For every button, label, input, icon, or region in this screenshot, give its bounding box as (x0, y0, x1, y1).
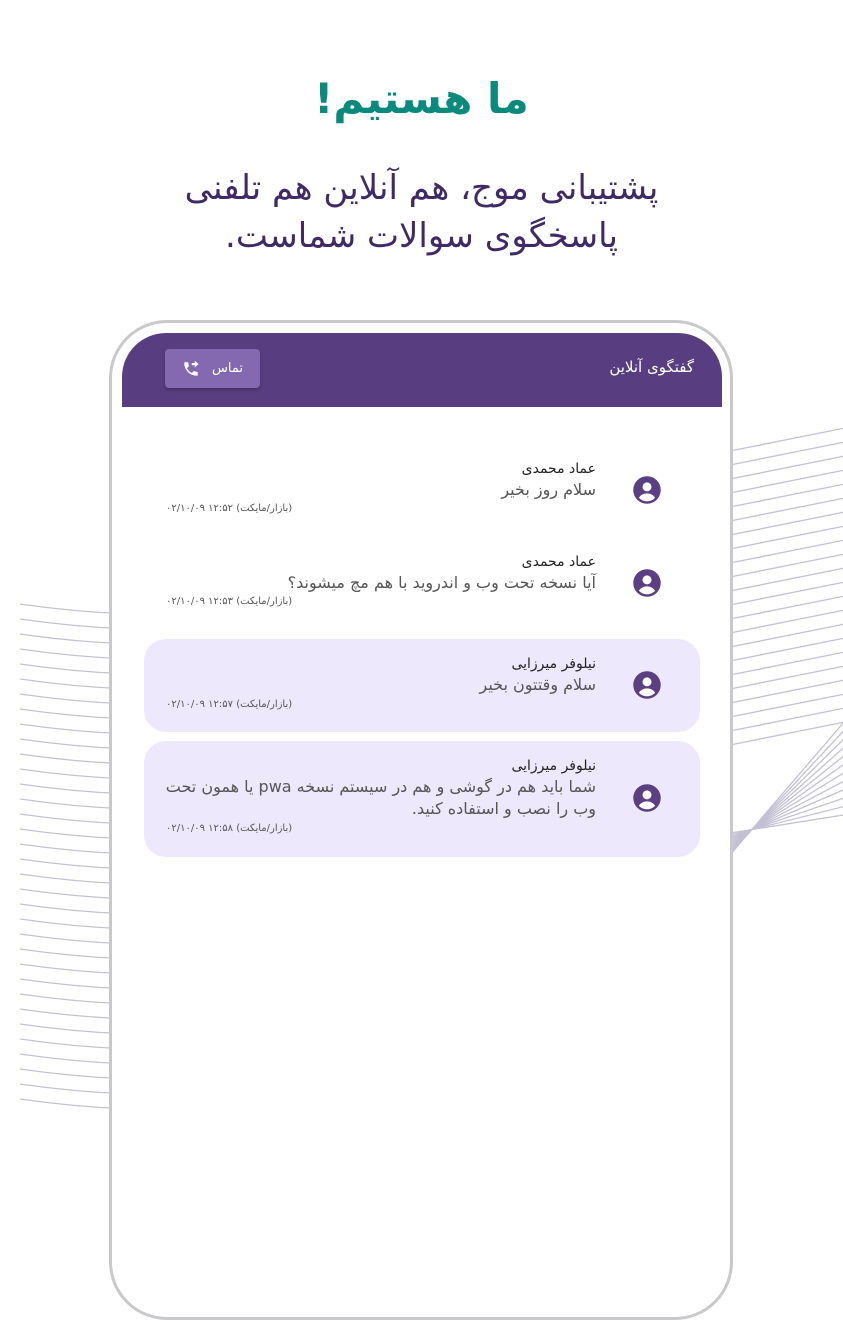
message-item[interactable] (144, 447, 700, 529)
decorative-line (730, 497, 843, 521)
app-title: گفتگوی آنلاین (609, 358, 694, 376)
decorative-line (730, 814, 843, 833)
message-text: شما باید هم در گوشی و هم در سیستم نسخه pwa یا همون تحت وب را نصب و استفاده کنید. (165, 777, 596, 818)
account-circle-icon (632, 475, 662, 505)
decorative-line (730, 567, 843, 591)
message-item[interactable] (144, 540, 700, 622)
decorative-line (730, 679, 843, 703)
message-item[interactable] (144, 741, 700, 857)
message-sender: عماد محمدی (521, 461, 596, 477)
account-circle-icon (632, 783, 662, 813)
account-circle-icon (632, 568, 662, 598)
message-text: سلام روز بخیر (501, 480, 596, 499)
decorative-line (730, 707, 843, 731)
message-sender: عماد محمدی (521, 554, 596, 570)
message-text: سلام وقتتون بخیر (479, 675, 596, 694)
call-button[interactable] (165, 349, 260, 388)
decorative-line (730, 469, 843, 493)
message-content (156, 654, 596, 696)
decorative-line (730, 665, 843, 689)
decorative-line (730, 483, 843, 507)
decorative-line (730, 609, 843, 633)
decorative-line (730, 595, 843, 619)
phone-forward-icon (182, 360, 200, 378)
decorative-line (730, 721, 843, 745)
message-sender: نیلوفر میرزایی (511, 656, 596, 672)
message-text: آیا نسخه تحت وب و اندروید با هم مچ میشوند؟ (287, 573, 596, 592)
decorative-line (730, 693, 843, 717)
decorative-line (730, 539, 843, 563)
message-timestamp: (بازار/مایکت) ۱۲:۵۳ ۰۲/۱۰/۰۹ (166, 596, 293, 607)
decorative-line (730, 525, 843, 549)
message-item[interactable] (144, 639, 700, 732)
message-timestamp: (بازار/مایکت) ۱۲:۵۲ ۰۲/۱۰/۰۹ (166, 503, 293, 514)
message-timestamp: (بازار/مایکت) ۱۲:۵۸ ۰۲/۱۰/۰۹ (166, 823, 293, 834)
decorative-line (730, 427, 843, 451)
decorative-line (730, 637, 843, 661)
message-content (156, 756, 596, 820)
subtitle-line-1: پشتیبانی موج، هم آنلاین هم تلفنی (184, 168, 659, 208)
page-headline: ما هستیم! (314, 74, 529, 123)
decorative-line (730, 455, 843, 479)
page-subtitle (60, 164, 783, 260)
call-button-label: تماس (212, 361, 243, 376)
decorative-line (730, 623, 843, 647)
message-timestamp: (بازار/مایکت) ۱۲:۵۷ ۰۲/۱۰/۰۹ (166, 699, 293, 710)
account-circle-icon (632, 670, 662, 700)
decorative-line (730, 511, 843, 535)
decorative-line (730, 651, 843, 675)
decorative-line (730, 553, 843, 577)
message-content (156, 459, 596, 501)
decorative-line (730, 441, 843, 465)
subtitle-line-2: پاسخگوی سوالات شماست. (225, 216, 618, 256)
app-header-bar (122, 333, 722, 407)
decorative-lines-right (730, 415, 843, 865)
message-sender: نیلوفر میرزایی (511, 758, 596, 774)
decorative-line (730, 581, 843, 605)
message-content (156, 552, 596, 594)
